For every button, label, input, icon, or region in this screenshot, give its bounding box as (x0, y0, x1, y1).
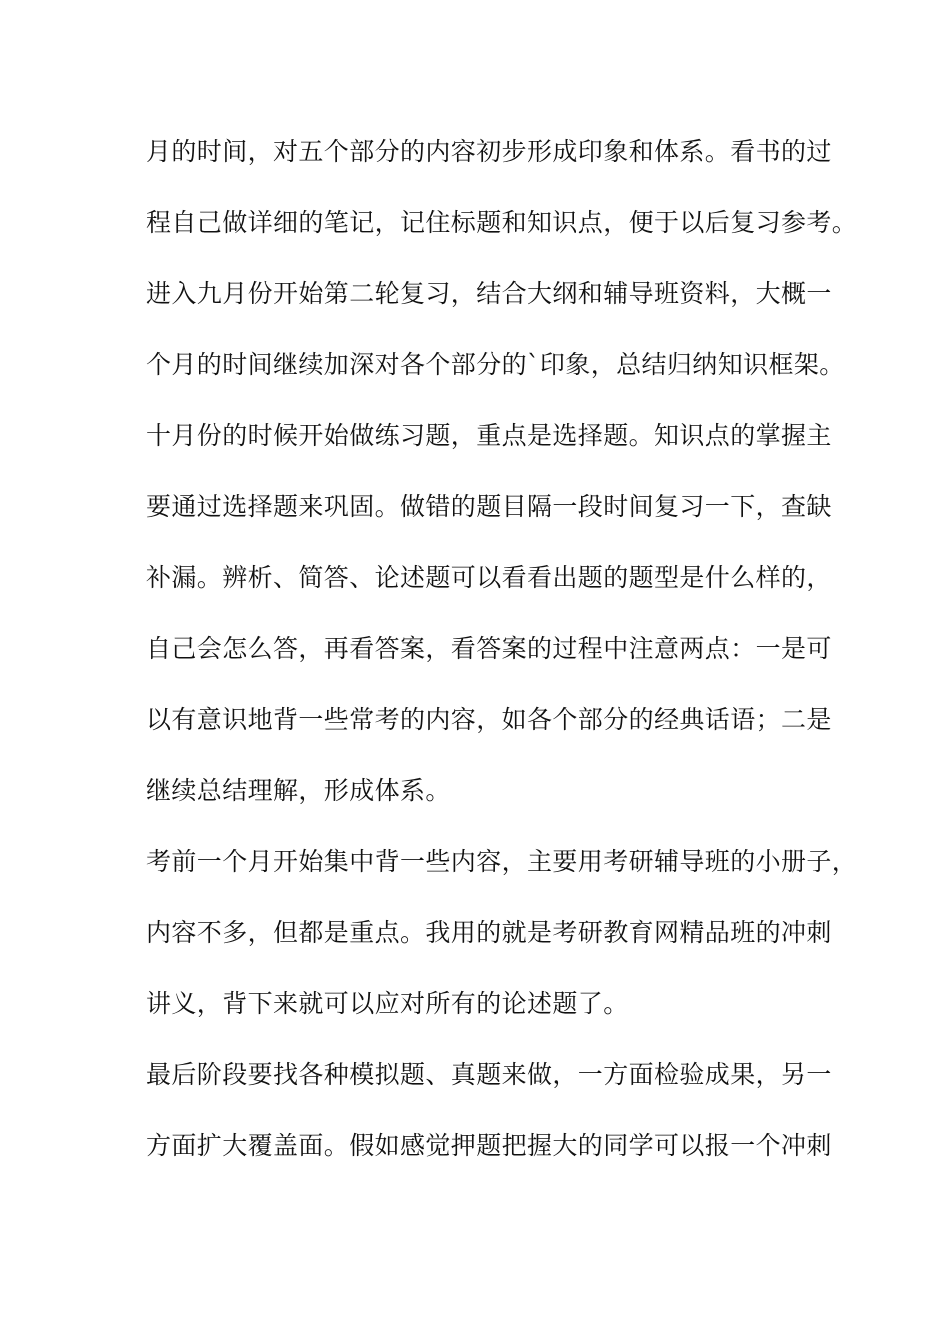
text-line: 继续总结理解，形成体系。 (146, 776, 451, 805)
text-line: 自己会怎么答，再看答案，看答案的过程中注意两点：一是可 (146, 634, 832, 663)
text-line: 补漏。辨析、简答、论述题可以看看出题的题型是什么样的， (146, 563, 832, 592)
text-line: 个月的时间继续加深对各个部分的`印象，总结归纳知识框架。 (146, 350, 845, 379)
text-line: 最后阶段要找各种模拟题、真题来做，一方面检验成果，另一 (146, 1060, 832, 1089)
text-line: 方面扩大覆盖面。假如感觉押题把握大的同学可以报一个冲刺 (146, 1131, 832, 1160)
text-line: 程自己做详细的笔记，记住标题和知识点，便于以后复习参考。 (146, 208, 858, 237)
text-line: 月的时间，对五个部分的内容初步形成印象和体系。看书的过 (146, 137, 832, 166)
text-line: 十月份的时候开始做练习题，重点是选择题。知识点的掌握主 (146, 421, 832, 450)
text-line: 要通过选择题来巩固。做错的题目隔一段时间复习一下，查缺 (146, 492, 832, 521)
text-line: 讲义，背下来就可以应对所有的论述题了。 (146, 989, 629, 1018)
text-line: 进入九月份开始第二轮复习，结合大纲和辅导班资料，大概一 (146, 279, 832, 308)
text-line: 考前一个月开始集中背一些内容，主要用考研辅导班的小册子， (146, 847, 858, 876)
text-line: 内容不多，但都是重点。我用的就是考研教育网精品班的冲刺 (146, 918, 832, 947)
text-line: 以有意识地背一些常考的内容，如各个部分的经典话语；二是 (146, 705, 832, 734)
